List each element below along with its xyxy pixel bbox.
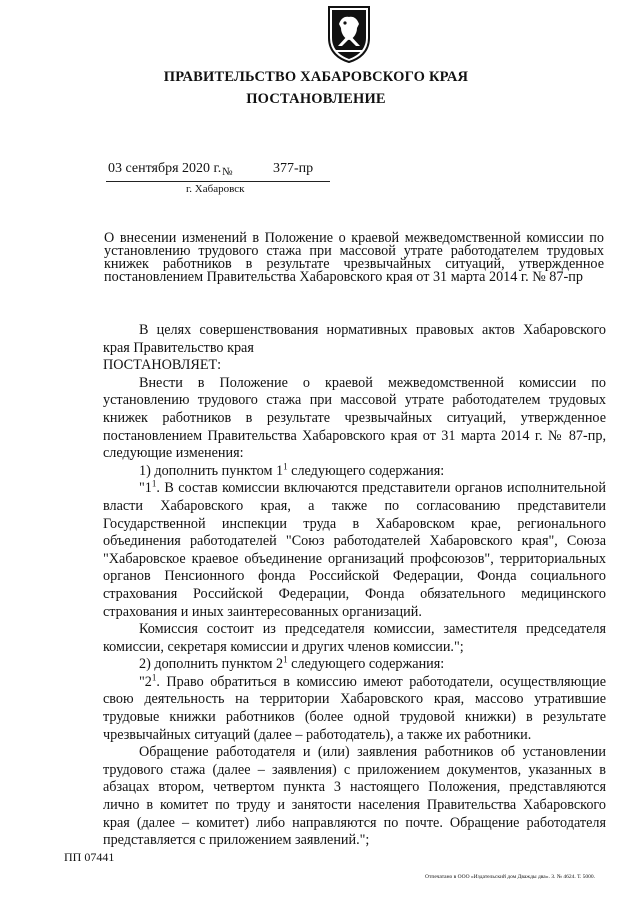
date-number-underline bbox=[106, 181, 330, 182]
document-date: 03 сентября 2020 г. bbox=[108, 161, 222, 176]
amendment-paragraph: Внести в Положение о краевой межведомственной комиссии по установлению трудового стажа при массовой утрате работодателем трудовых книжек работников в результате чрезвычайных ситуаций, утвержденное постановлением Правительства Хабаровского края от 31 марта 2014 г. № 87-пр, следующие изменения: bbox=[103, 374, 606, 462]
document-type: ПОСТАНОВЛЕНИЕ bbox=[246, 91, 386, 107]
document-subject: О внесении изменений в Положение о краевой межведомственной комиссии по установлению трудового стажа при массовой утрате работодателем трудовых книжек работников в результате чрезвычайных ситуаций, утвержденное постановлением Правительства Хабаровского края от 31 марта 2014 г. № 87-пр bbox=[104, 230, 604, 285]
item-1-quote-paragraph: "$1^1$. В состав комиссии включаются представители органов исполнительной власти Хабаровского края, а также по согласованию представители Государственной инспекции труда в Хабаровском крае, регионального объединения работодателей "Союз работодателей Хабаровского края", Союза "Хабаровское краевое объединение организаций профсоюзов", территориальных органов Пенсионного фонда Российской Федерации, Фонда социального страхования Российской Федерации, Фонда обязательного медицинского страхования и иных заинтересованных организаций. bbox=[103, 478, 606, 620]
document-number: 377-пр bbox=[273, 161, 314, 176]
item-1-paragraph: 1) дополнить пунктом $1^1$ следующего содержания: bbox=[139, 461, 445, 479]
coat-of-arms-icon bbox=[326, 4, 372, 64]
number-label: № bbox=[222, 166, 233, 178]
document-city: г. Хабаровск bbox=[186, 183, 245, 195]
government-title: ПРАВИТЕЛЬСТВО ХАБАРОВСКОГО КРАЯ bbox=[163, 69, 469, 85]
document-body bbox=[103, 322, 606, 850]
intro-paragraph: В целях совершенствования нормативных правовых актов Хабаровского края Правительство края bbox=[103, 322, 606, 356]
item-2-paragraph: 2) дополнить пунктом $2^1$ следующего содержания: bbox=[139, 654, 445, 673]
resolves-heading: ПОСТАНОВЛЯЕТ: bbox=[103, 357, 222, 374]
document-stamp: ПП 07441 bbox=[64, 850, 115, 864]
item-2-application-paragraph: Обращение работодателя и (или) заявления работников об установлении трудового стажа (далее – заявления) с приложением документов, указанных в абзацах втором, четвертом пункта 3 настоящего Положения, представляются лично в комитет по труду и занятости населения Правительства Хабаровского края (далее – комитет) либо направляются по почте. Обращение работодателя представляется с приложением заявлений."; bbox=[103, 744, 606, 849]
printer-imprint: Отпечатано в ООО «Издательский дом Дважды два». З. № 4624. Т. 5000. bbox=[425, 874, 596, 880]
item-1-composition-paragraph: Комиссия состоит из председателя комиссии, заместителя председателя комиссии, секретаря комиссии и других членов комиссии."; bbox=[103, 621, 606, 655]
item-2-quote-paragraph: "$2^1$. Право обратиться в комиссию имеют работодатели, осуществляющие свою деятельность на территории Хабаровского края, массово утратившие трудовые книжки работников (более одной трудовой книжки) в результате чрезвычайных ситуаций (далее – работодатель), а также их работники. bbox=[103, 672, 606, 743]
